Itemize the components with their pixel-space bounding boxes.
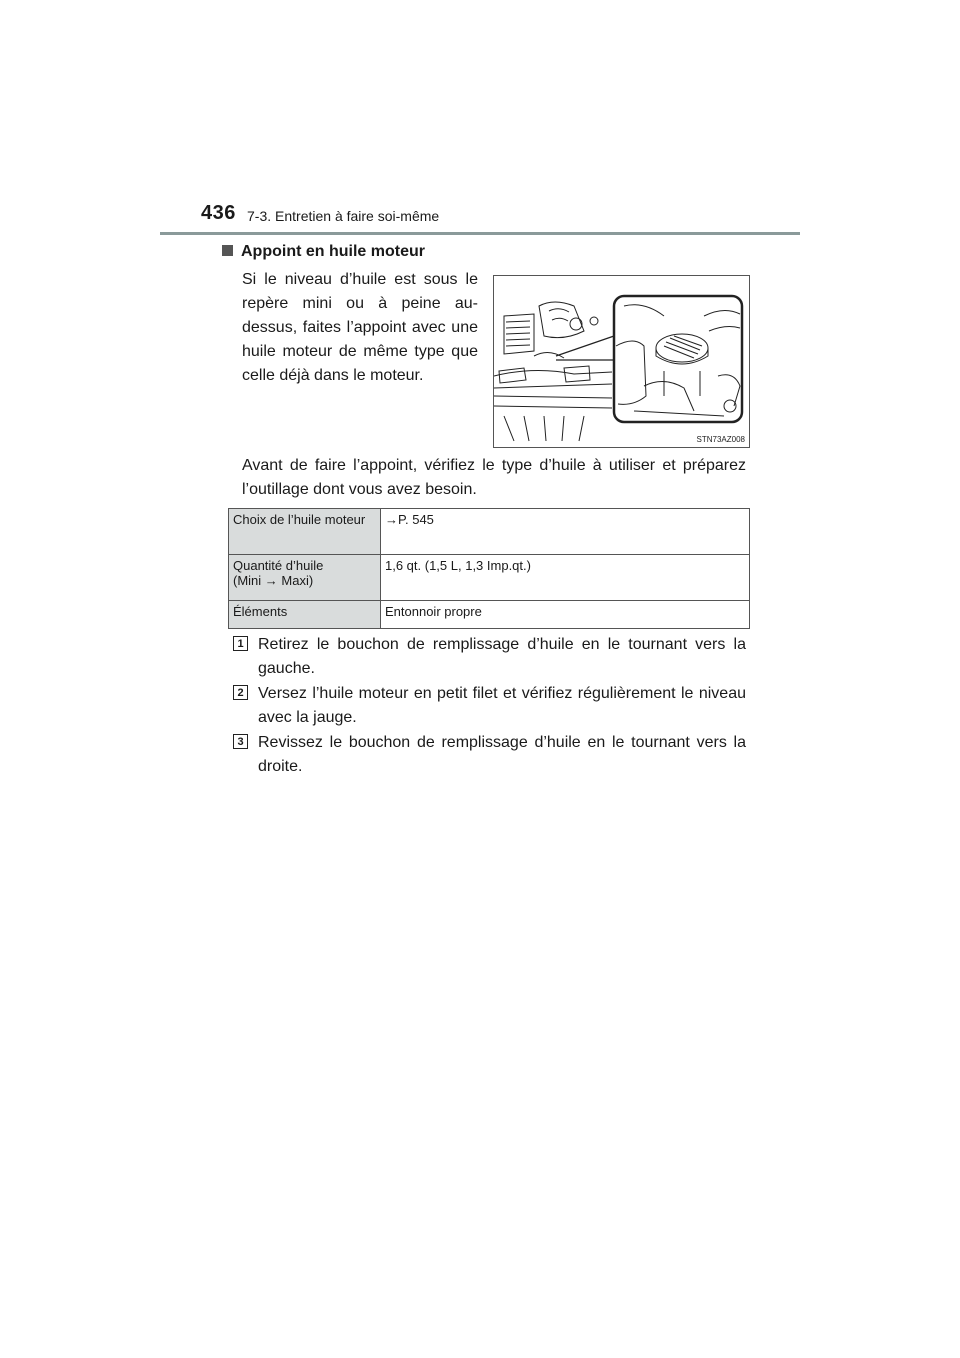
preparation-paragraph: Avant de faire l’appoint, vérifiez le type d’huile à utiliser et préparez l’outillage dont vous avez besoin. xyxy=(242,457,746,498)
section-title: 7-3. Entretien à faire soi-même xyxy=(247,208,440,224)
table-label: Choix de l’huile moteur xyxy=(229,509,381,555)
table-row xyxy=(229,509,750,555)
section-heading xyxy=(222,243,425,261)
table-value: Entonnoir propre xyxy=(381,601,750,629)
step-number-badge: 1 xyxy=(233,636,248,651)
step-number-badge: 3 xyxy=(233,734,248,749)
table-value: →P. 545 xyxy=(381,509,750,555)
step-text: Retirez le bouchon de remplissage d’huile en le tournant vers la gauche. xyxy=(258,636,746,677)
engine-oil-cap-illustration xyxy=(493,275,750,448)
oil-spec-table xyxy=(228,508,750,629)
figure-code: STN73AZ008 xyxy=(696,435,745,444)
table-row xyxy=(229,555,750,601)
page-number: 436 xyxy=(201,202,236,224)
header-divider xyxy=(160,232,800,235)
table-label-line: Quantité d’huile xyxy=(233,558,324,573)
table-label-line: (Mini → Maxi) xyxy=(233,573,314,588)
table-label xyxy=(229,555,381,601)
step-text: Revissez le bouchon de remplissage d’huile en le tournant vers la droite. xyxy=(258,734,746,775)
step-text: Versez l’huile moteur en petit filet et vérifiez régulièrement le niveau avec la jauge. xyxy=(258,685,746,726)
square-bullet-icon xyxy=(222,245,233,256)
table-row xyxy=(229,601,750,629)
intro-paragraph: Si le niveau d’huile est sous le repère mini ou à peine au-dessus, faites l’appoint avec une huile moteur de même type que celle déjà dans le moteur. xyxy=(242,271,478,384)
table-label: Éléments xyxy=(229,601,381,629)
table-value: 1,6 qt. (1,5 L, 1,3 Imp.qt.) xyxy=(381,555,750,601)
step-number-badge: 2 xyxy=(233,685,248,700)
engine-bay-drawing xyxy=(494,276,749,447)
section-heading-text: Appoint en huile moteur xyxy=(241,243,425,260)
